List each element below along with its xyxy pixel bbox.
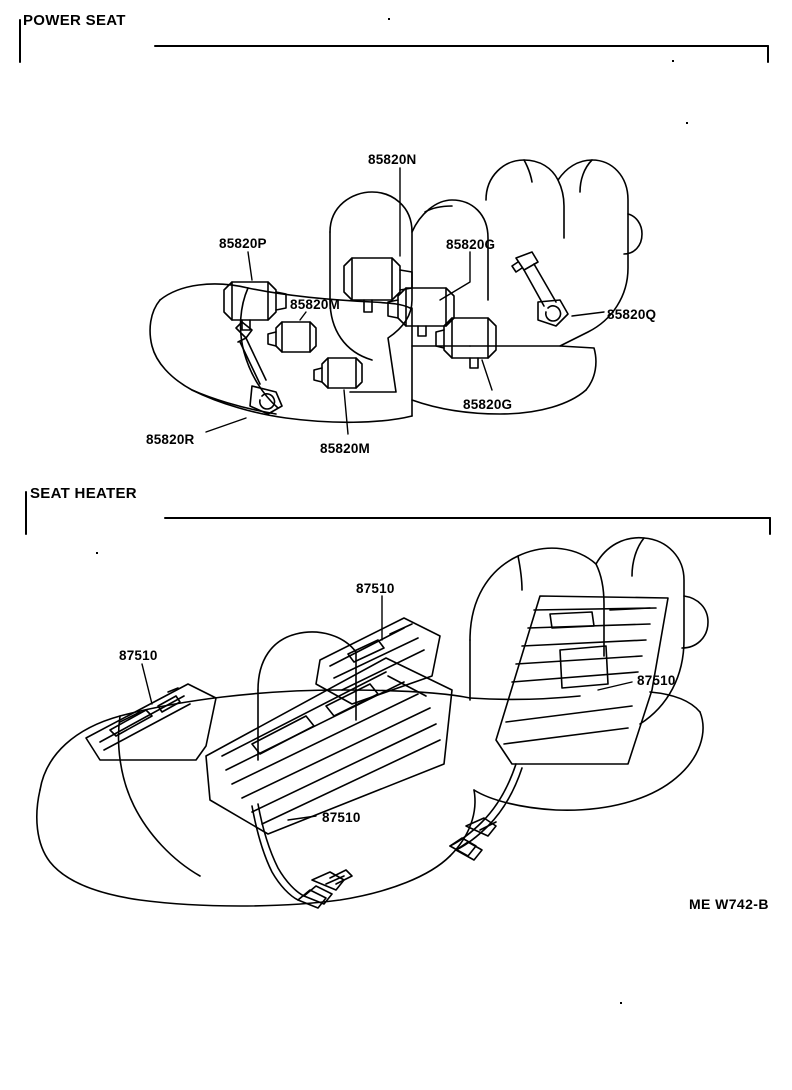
motor-85820N [344, 258, 412, 312]
callout-87510-right: 87510 [637, 673, 676, 688]
speckle [388, 18, 390, 20]
motor-85820M-upper [268, 322, 316, 352]
seat-heater-section-bracket [26, 492, 770, 534]
section-title-power-seat: POWER SEAT [23, 12, 126, 29]
heater-pad-center [206, 658, 452, 834]
slide-rail-85820Q [512, 252, 568, 326]
callout-85820g-upper: 85820G [446, 237, 496, 252]
callout-85820m-lower: 85820M [320, 441, 370, 456]
callout-87510-bottom: 87510 [322, 810, 361, 825]
motor-85820G-lower [436, 318, 496, 368]
callout-85820p: 85820P [219, 236, 267, 251]
speckle [672, 60, 674, 62]
power-seat-section-bracket [20, 20, 768, 62]
callout-87510-left: 87510 [119, 648, 158, 663]
slide-rail-85820R [236, 322, 282, 414]
speckle [620, 1002, 622, 1004]
callout-85820q: 85820Q [607, 307, 657, 322]
callout-85820m-upper: 85820M [290, 297, 340, 312]
drawing-code: ME W742-B [689, 896, 769, 912]
heater-pad-left [86, 684, 216, 760]
callout-85820n: 85820N [368, 152, 417, 167]
section-title-seat-heater: SEAT HEATER [30, 485, 137, 502]
heater-wiring-right [450, 764, 522, 860]
callout-87510-top: 87510 [356, 581, 395, 596]
motor-85820M-lower [314, 358, 362, 388]
speckle [96, 552, 98, 554]
callout-85820r: 85820R [146, 432, 195, 447]
speckle [686, 122, 688, 124]
power-seat-assembly [150, 160, 642, 422]
callout-85820g-lower: 85820G [463, 397, 513, 412]
